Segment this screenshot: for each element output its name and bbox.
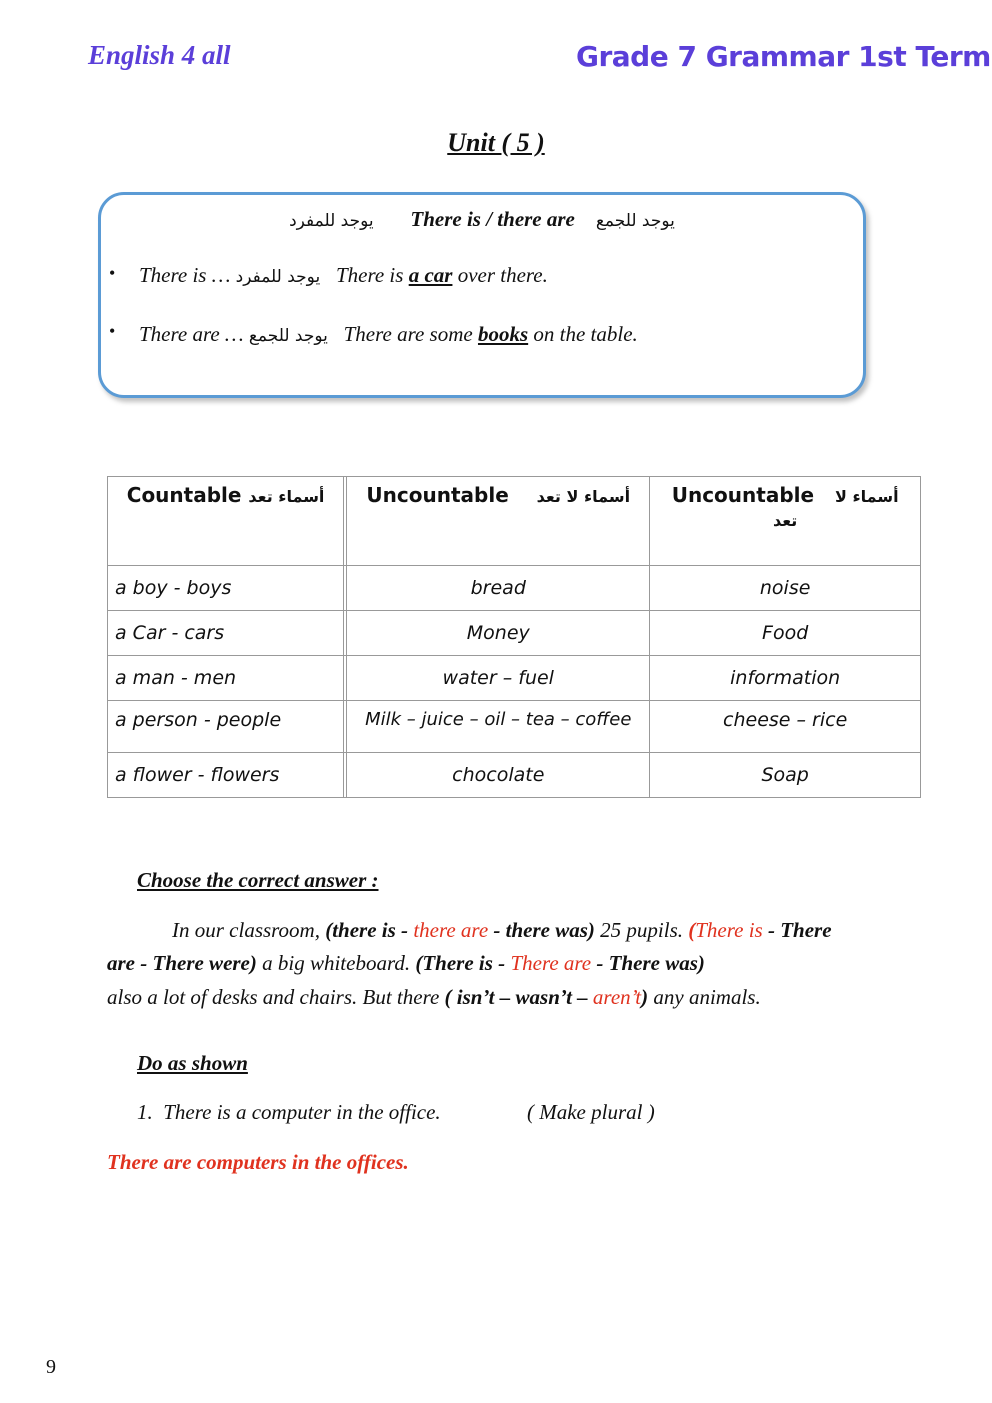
table-cell: a flower - flowers [108,753,344,798]
item-text: There is a computer in the office. [163,1100,441,1124]
table-cell: information [650,656,921,701]
ex1-correct-option: There is [695,918,763,942]
header-uncountable-1-en: Uncountable [366,483,509,507]
rule-bullet-1 [139,263,548,288]
table-cell: water – fuel [347,656,650,701]
table-cell: noise [650,566,921,611]
bullet2-ex-before: There are some [343,322,478,346]
table-row [108,566,921,611]
bullet2-ar: يوجد للجمع [248,326,328,346]
header-left-title: English 4 all [88,40,231,70]
table-cell: a man - men [108,656,344,701]
bullet2-ex-underlined: books [477,322,529,346]
noun-table [107,476,921,798]
ex1-text: also a lot of desks and chairs. But there [107,985,445,1009]
ex1-text: 25 pupils. [594,918,689,942]
exercise1-line-1 [172,918,832,943]
header-countable-en: Countable [126,483,242,507]
header-uncountable-1 [347,477,650,566]
ex1-option: (There is - [415,951,511,975]
item-number: 1. [137,1100,153,1124]
bullet1-lead: There is … [139,263,231,287]
exercise2-item-1 [137,1100,441,1125]
table-row [108,611,921,656]
table-cell: bread [347,566,650,611]
header-countable [108,477,344,566]
header-uncountable-1-ar: أسماء لا تعد [536,487,631,506]
rule-title-en: There is / there are [410,207,575,231]
header-uncountable-2-en: Uncountable [671,483,815,507]
header-countable-ar: أسماء تعد [248,487,325,506]
page-number: 9 [46,1356,56,1378]
ex1-option: (there is - [325,918,414,942]
rule-title-ar-singular: يوجد للمفرد [289,211,374,231]
rule-title-ar-plural: يوجد للجمع [595,211,675,231]
ex1-option: ( [688,918,696,942]
table-cell: Soap [650,753,921,798]
exercise1-title: Choose the correct answer : [137,868,379,892]
bullet1-ar: يوجد للمفرد [235,267,321,287]
ex1-option: ( isn’t – wasn’t – [444,985,593,1009]
ex1-text: any animals. [648,985,761,1009]
unit-title: Unit ( 5 ) [447,128,545,157]
table-cell: Milk – juice – oil – tea – coffee [347,701,650,753]
ex1-text: In our classroom, [172,918,326,942]
bullet2-ex-after: on the table. [528,322,638,346]
header-right-title: Grade 7 Grammar 1st Term [576,40,991,73]
bullet1-ex-before: There is [335,263,409,287]
ex1-option: are - There were) [107,951,257,975]
ex1-option: ) [641,985,649,1009]
exercise2-answer: There are computers in the offices. [107,1150,409,1174]
table-row [108,656,921,701]
table-cell: a boy - boys [108,566,344,611]
ex1-correct-option: There are [510,951,592,975]
header-uncountable-2 [650,477,921,566]
table-cell: Money [347,611,650,656]
bullet-icon: • [109,321,116,341]
exercise2-instruction: ( Make plural ) [527,1100,655,1124]
exercise1-line-3 [107,985,761,1010]
table-cell: Food [650,611,921,656]
ex1-option: - there was) [488,918,595,942]
bullet1-ex-after: over there. [452,263,548,287]
ex1-option: - There [762,918,832,942]
ex1-correct-option: there are [413,918,489,942]
exercise2-title: Do as shown [137,1051,248,1075]
rule-box-title [101,207,863,232]
rule-bullet-2 [139,322,638,347]
ex1-text: a big whiteboard. [256,951,416,975]
ex1-option: - There was) [591,951,705,975]
header-uncountable-2-ar: أسماء لا تعد [773,487,899,530]
table-header-row [108,477,921,566]
rule-box [98,192,866,398]
exercise1-line-2 [107,951,705,976]
bullet1-ex-underlined: a car [408,263,453,287]
ex1-correct-option: aren’t [592,985,642,1009]
bullet2-lead: There are … [139,322,244,346]
table-row [108,701,921,753]
table-cell: a person - people [108,701,344,753]
table-cell: cheese – rice [650,701,921,753]
table-cell: a Car - cars [108,611,344,656]
table-cell: chocolate [347,753,650,798]
bullet-icon: • [109,263,116,283]
table-row [108,753,921,798]
